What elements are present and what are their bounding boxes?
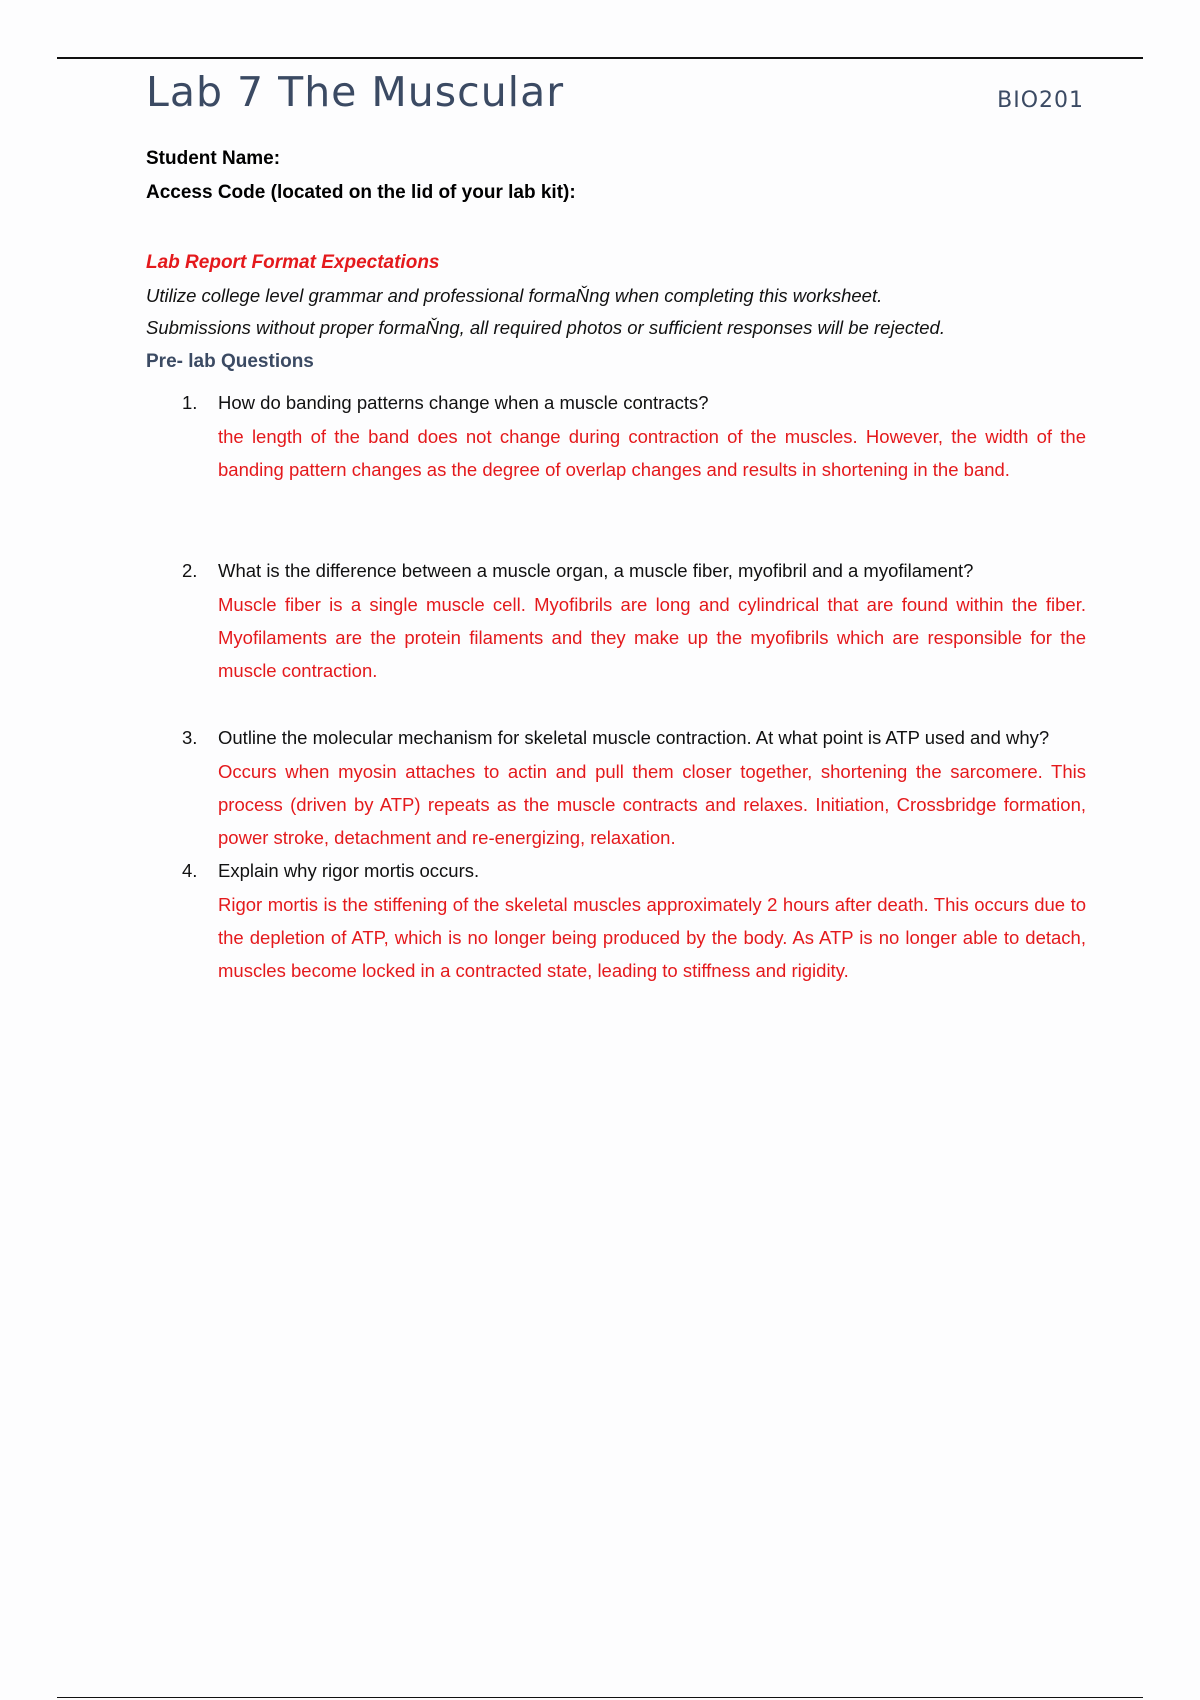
question-text: Explain why rigor mortis occurs. [218, 860, 480, 881]
answer-text: the length of the band does not change during contraction of the muscles. However, the width of the banding pattern changes as the degree of overlap changes and results in shortening in the band. [218, 426, 1086, 480]
question-number: 1. [182, 392, 198, 413]
question-number: 3. [182, 727, 198, 748]
question-text: How do banding patterns change when a muscle contracts? [218, 392, 709, 413]
question-text: Outline the molecular mechanism for skeletal muscle contraction. At what point is ATP used and why? [218, 727, 1050, 748]
answer-text: Muscle fiber is a single muscle cell. Myofibrils are long and cylindrical that are found within the fiber. Myofilaments are the protein filaments and they make up the myofibrils which are responsible for the muscle contraction. [218, 594, 1086, 681]
question-item-1 [146, 386, 1086, 486]
question-item-3 [146, 721, 1086, 854]
spacer [146, 687, 1086, 721]
format-expectations-line-2: Submissions without proper formaŇng, all required photos or sufficient responses will be rejected. [146, 317, 945, 338]
answer-text: Occurs when myosin attaches to actin and pull them closer together, shortening the sarcomere. This process (driven by ATP) repeats as the muscle contracts and relaxes. Initiation, Crossbridge formation, power stroke, detachment and re-energizing, relaxation. [218, 761, 1086, 848]
spacer [146, 486, 1086, 554]
question-number: 2. [182, 560, 198, 581]
answer-text: Rigor mortis is the stiffening of the skeletal muscles approximately 2 hours after death. This occurs due to the depletion of ATP, which is no longer being produced by the body. As ATP is no longer able to detach, muscles become locked in a contracted state, leading to stiffness and rigidity. [218, 894, 1086, 981]
prelab-questions-heading: Pre- lab Questions [146, 351, 314, 372]
question-list [146, 386, 1086, 987]
course-code: BIO201 [997, 88, 1084, 113]
question-text: What is the difference between a muscle organ, a muscle fiber, myofibril and a myofilament? [218, 560, 974, 581]
format-expectations-line-1: Utilize college level grammar and professional formaŇng when completing this worksheet. [146, 285, 883, 306]
student-name-label: Student Name: [146, 148, 281, 169]
top-rule [57, 57, 1143, 59]
bottom-rule [57, 1697, 1143, 1698]
page-header [146, 64, 1084, 124]
question-item-2 [146, 554, 1086, 687]
question-item-4 [146, 854, 1086, 987]
access-code-label: Access Code (located on the lid of your lab kit): [146, 182, 576, 203]
page-title: Lab 7 The Muscular [146, 68, 565, 116]
worksheet-body [146, 142, 1086, 987]
question-number: 4. [182, 860, 198, 881]
format-expectations-heading: Lab Report Format Expectations [146, 252, 440, 273]
